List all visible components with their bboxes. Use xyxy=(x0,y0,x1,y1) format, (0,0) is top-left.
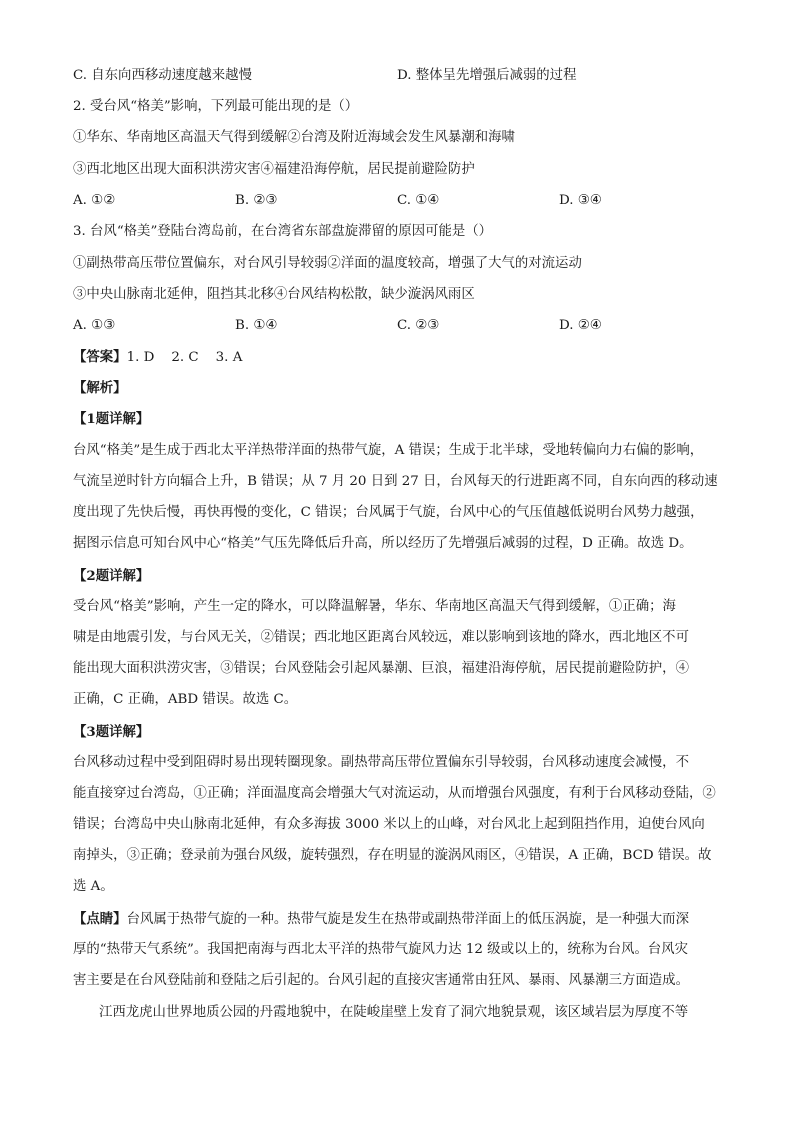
answer-text: 1. D 2. C 3. A xyxy=(126,350,243,365)
q2-option-c: C. ①④ xyxy=(397,193,440,208)
detail-3-line: 台风移动过程中受到阻碍时易出现转圈现象。副热带高压带位置偏东引导较弱，台风移动速度会减慢，不 xyxy=(73,755,689,770)
tip-line: 害主要是在台风登陆前和登陆之后引起的。台风引起的直接灾害通常由狂风、暴雨、风暴潮三方面造成。 xyxy=(73,973,689,988)
q3-option-d: D. ②④ xyxy=(559,318,602,333)
q2-option-b: B. ②③ xyxy=(235,193,278,208)
detail-3-line: 能直接穿过台湾岛，①正确；洋面温度高会增强大气对流运动，从而增强台风强度，有利于台风移动登陆，② xyxy=(73,786,716,801)
q2-choice-line-1: ①华东、华南地区高温天气得到缓解②台湾及附近海域会发生风暴潮和海啸 xyxy=(73,130,515,145)
analysis-label: 【解析】 xyxy=(73,380,127,396)
q3-option-c: C. ②③ xyxy=(397,318,440,333)
q3-choice-line-2: ③中央山脉南北延伸，阻挡其北移④台风结构松散，缺少漩涡风雨区 xyxy=(73,287,475,302)
detail-3-line: 错误；台湾岛中央山脉南北延伸，有众多海拔 3000 米以上的山峰，对台风北上起到阻挡作用，迫使台风向 xyxy=(73,817,705,832)
detail-2-line: 能出现大面积洪涝灾害，③错误；台风登陆会引起风暴潮、巨浪，福建沿海停航，居民提前避险防护，④ xyxy=(73,661,689,676)
detail-1-line: 度出现了先快后慢，再快再慢的变化，C 错误；台风属于气旋，台风中心的气压值越低说明台风势力越强， xyxy=(73,505,704,520)
tip-line: 厚的“热带天气系统”。我国把南海与西北太平洋的热带气旋风力达 12 级或以上的，统称为台风。台风灾 xyxy=(73,942,689,957)
q3-option-a: A. ①③ xyxy=(73,318,116,333)
tip-first-line xyxy=(73,909,689,930)
q2-option-d: D. ③④ xyxy=(559,193,602,208)
tip-label: 【点睛】 xyxy=(73,911,127,927)
q1-option-d: D. 整体呈先增强后减弱的过程 xyxy=(397,68,577,83)
detail-3-title: 【3题详解】 xyxy=(73,724,150,740)
next-passage-line: 江西龙虎山世界地质公园的丹霞地貌中，在陡峻崖壁上发育了洞穴地貌景观，该区域岩层为厚度不等 xyxy=(99,1005,689,1020)
answer-label: 【答案】 xyxy=(73,349,127,365)
detail-2-line: 正确，C 正确，ABD 错误。故选 C。 xyxy=(73,692,298,707)
q3-choice-line-1: ①副热带高压带位置偏东，对台风引导较弱②洋面的温度较高，增强了大气的对流运动 xyxy=(73,256,582,271)
tip-first-text: 台风属于热带气旋的一种。热带气旋是发生在热带或副热带洋面上的低压涡旋，是一种强大而深 xyxy=(126,912,689,927)
detail-3-line: 南掉头，③正确；登录前为强台风级，旋转强烈，存在明显的漩涡风雨区，④错误，A 正确，BCD 错误。故 xyxy=(73,848,712,863)
answer-line xyxy=(73,347,242,368)
q2-option-a: A. ①② xyxy=(73,193,116,208)
q2-choice-line-2: ③西北地区出现大面积洪涝灾害④福建沿海停航，居民提前避险防护 xyxy=(73,162,475,177)
detail-1-line: 气流呈逆时针方向辐合上升，B 错误；从 7 月 20 日到 27 日，台风每天的行进距离不同，自东向西的移动速 xyxy=(73,474,718,489)
detail-2-line: 啸是由地震引发，与台风无关，②错误；西北地区距离台风较远，难以影响到该地的降水，西北地区不可 xyxy=(73,630,689,645)
detail-2-title: 【2题详解】 xyxy=(73,568,150,584)
detail-1-line: 据图示信息可知台风中心“格美”气压先降低后升高，所以经历了先增强后减弱的过程，D 正确。故选 D。 xyxy=(73,536,693,551)
detail-3-line: 选 A。 xyxy=(73,879,114,894)
q3-option-b: B. ①④ xyxy=(235,318,278,333)
detail-1-title: 【1题详解】 xyxy=(73,411,150,427)
detail-2-line: 受台风“格美”影响，产生一定的降水，可以降温解暑，华东、华南地区高温天气得到缓解，①正确；海 xyxy=(73,599,676,614)
q1-option-c: C. 自东向西移动速度越来越慢 xyxy=(73,68,252,83)
detail-1-line: 台风“格美”是生成于西北太平洋热带洋面的热带气旋，A 错误；生成于北半球，受地转偏向力右偏的影响， xyxy=(73,443,704,458)
q2-stem: 2. 受台风“格美”影响，下列最可能出现的是（） xyxy=(73,99,359,114)
q3-stem: 3. 台风“格美”登陆台湾岛前，在台湾省东部盘旋滞留的原因可能是（） xyxy=(73,224,493,239)
